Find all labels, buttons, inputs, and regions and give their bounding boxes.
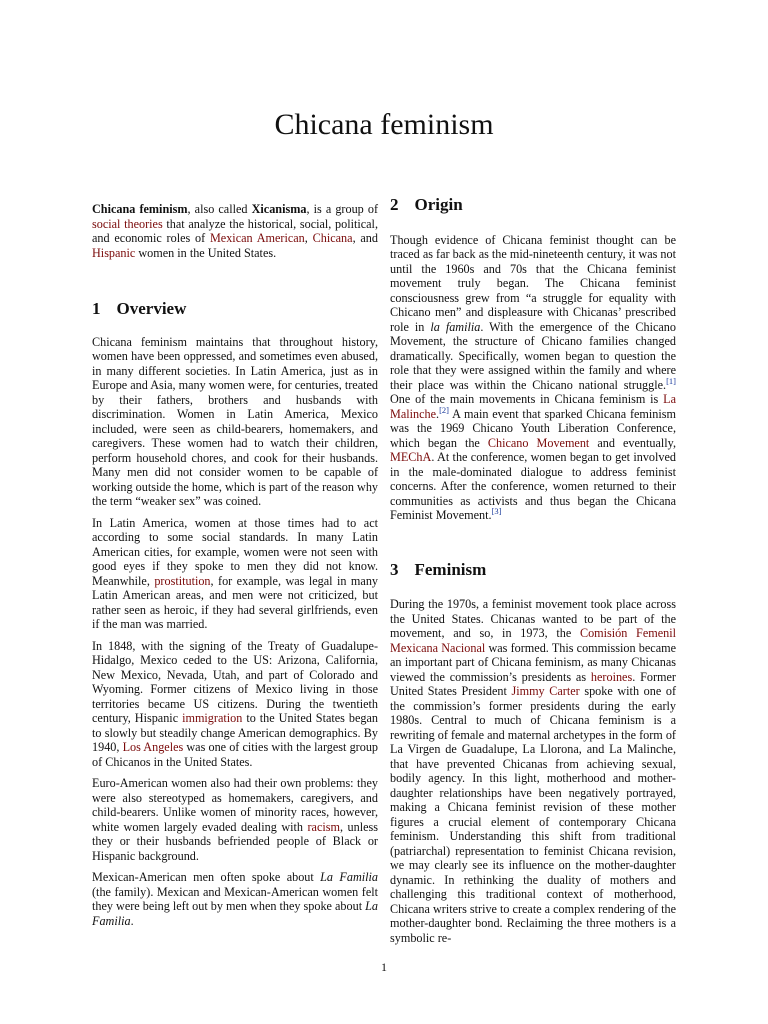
text: Mexican-American men often spoke about — [92, 870, 321, 884]
text: A main event that sparked Chicana feminism was the 1969 Chicano Youth Liberation Conference, which began the — [390, 406, 676, 450]
link-social-theories[interactable]: social theories — [92, 216, 163, 231]
overview-paragraph-2 — [92, 516, 378, 632]
text: , and — [352, 231, 378, 245]
text: , — [304, 231, 313, 245]
text: , also called — [187, 202, 252, 216]
link-immigration[interactable]: immigration — [182, 711, 243, 725]
text: to the United States began to slowly but steadily change American demographics. By 1940, — [92, 711, 378, 754]
text: . Former United States President — [390, 669, 676, 698]
section-number: 3 — [390, 559, 399, 579]
link-mecha[interactable]: MEChA — [390, 450, 432, 464]
link-chicana[interactable]: Chicana — [312, 231, 353, 245]
citation-1[interactable]: [1] — [666, 375, 676, 386]
overview-paragraph-5 — [92, 870, 378, 928]
link-heroines[interactable]: heroines — [590, 669, 633, 684]
link-comision-femenil[interactable]: Comisión Femenil Mexicana Nacional — [390, 626, 676, 655]
italic-term: la familia — [430, 319, 481, 334]
origin-paragraph: Though evidence of Chicana feminist thought can be traced as far back as the mid-nineteenth century, it was not until the 1960s and 70s that the Chicana feminist movement truly began. The Chicana feminist consciousness grew from “a struggle for equality with Chicano men” and displeasure with Chicanas’ prescribed role in la familia. With the emergence of the Chicano Movement, the structure of Chicano families changed dramatically. Specifically, women began to question the role that they were assigned within the family and where their place was within the Chicano national struggle.[1] One of the main movements in Chicana feminism is La Malinche.[2] A main event that sparked Chicana feminism was the 1969 Chicano Youth Liberation Conference, which began the Chicano Movement and eventually, MEChA. At the conference, women began to get involved in the male-dominated dialogue to address feminist concerns. After the conference, women returned to their communities as activists and thus began the Chicana Feminist Movement.[3] — [390, 232, 676, 522]
section-heading-feminism — [390, 559, 676, 579]
link-la-malinche[interactable]: La Malinche — [390, 392, 676, 421]
section-number: 2 — [390, 195, 399, 214]
text: spoke with one of the commission’s former presidents during the early 1980s. Central to much of Chicana feminism is a rewriting of female and maternal archetypes in the form of La Virgen de Guadalupe, La Llorona, and La Malinche, that have prevented Chicanas from achieving sexual, bodily agency. In this light, motherhood and mother-daughter relationships have been negatively portrayed, making a Chicana feminist revision of these mother figures a crucial element of contemporary Chicana feminism. Understanding this shift from traditional (patriarchal) representation to feminist Chicana revision, we may clearly see its influence on the mother-daughter dynamic. In rethinking the duality of mothers and challenging this traditional context of motherhood, Chicana writers strive to create a complex rendering of the mother-daughter bond. Reclaiming the three mothers is a symbolic re- — [390, 684, 676, 945]
text: Though evidence of Chicana feminist thought can be traced as far back as the mid-nineteenth century, it was not until the 1960s and 70s that the Chicana feminist movement truly began. The Chicana feminist consciousness grew from “a struggle for equality with Chicano men” and displeasure with Chicanas’ prescribed role in — [390, 232, 676, 334]
section-heading-overview — [92, 299, 378, 318]
text: that analyze the historical, social, political, and economic roles of — [92, 216, 378, 245]
section-title: Origin — [414, 195, 463, 214]
text: was one of cities with the largest group of Chicanos in the United States. — [92, 740, 379, 769]
link-hispanic[interactable]: Hispanic — [92, 245, 136, 260]
text: . With the emergence of the Chicano Movement, the structure of Chicano families changed dramatically. Specifically, women began to question the role that they were assigned within the family and where their place was within the Chicano national struggle. — [390, 319, 676, 392]
right-column — [390, 195, 677, 952]
intro-paragraph — [92, 202, 378, 260]
text: , for example, was legal in many Latin American areas, and men were not criticized, but rather seen as heroic, if they had several girlfriends, even if the man was married. — [92, 573, 379, 631]
link-mexican-american[interactable]: Mexican American — [209, 231, 305, 245]
italic-term: La Familia — [92, 899, 379, 928]
citation-3[interactable]: [3] — [491, 505, 502, 516]
overview-paragraph-4 — [92, 776, 378, 863]
feminism-paragraph — [390, 597, 676, 945]
text: In Latin America, women at those times had to act according to some social standards. In many Latin American cities, for example, women were not seen with good eyes if they spoke to men they did not know. Meanwhile, — [92, 515, 378, 588]
bold-term: Chicana feminism — [92, 202, 188, 216]
text: and eventually, — [589, 435, 676, 450]
text: (the family). Mexican and Mexican-American women felt they were being left out by men when they spoke about — [92, 884, 378, 913]
section-title: Overview — [116, 299, 187, 318]
link-prostitution[interactable]: prostitution — [154, 573, 211, 588]
text: In 1848, with the signing of the Treaty of Guadalupe-Hidalgo, Mexico ceded to the US: Arizona, California, New Mexico, Nevada, Utah, and part of Colorado and Wyoming. Former citizens of Mexico living in those territories became US citizens. During the twentieth century, Hispanic — [92, 638, 378, 725]
text: . At the conference, women began to get involved in the male-dominated dialogue to address feminist concerns. After the conference, women returned to their communities as activists and thus began the Chicana Feminist Movement. — [390, 450, 676, 522]
overview-paragraph-3 — [92, 639, 378, 770]
page-title: Chicana feminism — [274, 108, 494, 141]
text: During the 1970s, a feminist movement took place across the United States. Chicanas wanted to be part of the movement, and so, in 1973, the — [390, 597, 676, 640]
overview-paragraph-1: Chicana feminism maintains that throughout history, women have been oppressed, and sometimes even abused, in many different societies. In Latin America, just as in Europe and Asia, many women were, for centuries, treated by their fathers, brothers and husbands with discrimination. Women in Latin America, Mexico included, were seen as child-bearers, homemakers, and caregivers. These women had to watch their children, perform household chores, and cook for their husbands. Many men did not consider women to be capable of working outside the home, which is part of the reason why the term “weaker sex” was coined. — [92, 334, 379, 508]
text: , unless they or their husbands befriended people of Black or Hispanic background. — [92, 819, 378, 863]
text: was formed. This commission became an important part of Chicana feminism, as many Chicanas viewed the commission’s presidents as — [390, 640, 677, 684]
link-racism[interactable]: racism — [307, 819, 340, 834]
left-column — [92, 202, 378, 935]
text: One of the main movements in Chicana feminism is — [390, 392, 664, 406]
page-number: 1 — [381, 960, 387, 974]
text: Euro-American women also had their own problems: they were also stereotyped as homemakers, caregivers, and child-bearers. Unlike women of minority races, however, white women largely evaded dealing with — [92, 776, 378, 834]
link-jimmy-carter[interactable]: Jimmy Carter — [511, 684, 580, 698]
italic-term: La Familia — [320, 870, 378, 884]
text: women in the United States. — [135, 245, 277, 260]
link-chicano-movement[interactable]: Chicano Movement — [487, 435, 590, 450]
section-heading-origin — [390, 195, 676, 214]
text: . — [130, 913, 134, 928]
link-los-angeles[interactable]: Los Angeles — [122, 740, 184, 754]
text: , is a group of — [306, 202, 379, 216]
section-number: 1 — [92, 299, 101, 318]
citation-2[interactable]: [2] — [439, 404, 449, 415]
section-title: Feminism — [414, 559, 487, 579]
bold-term: Xicanisma — [251, 202, 307, 216]
